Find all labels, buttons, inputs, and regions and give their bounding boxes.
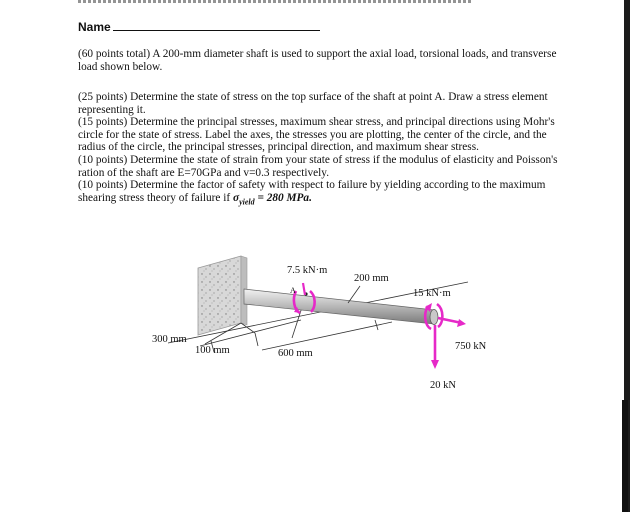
part-1: (25 points) Determine the state of stress on the top surface of the shaft at point A. Draw a stress element representing it. — [78, 91, 548, 116]
transverse-load-label: 20 kN — [430, 380, 456, 391]
part-4-text: (10 points) Determine the factor of safety with respect to failure by yielding according to the maximum shearing stress theory of failure if — [78, 179, 546, 204]
dim-600-label: 600 mm — [278, 348, 313, 359]
name-label: Name — [78, 20, 111, 34]
fixed-wall — [198, 256, 247, 335]
sigma-subscript: yield — [239, 197, 255, 206]
yield-value: = 280 MPa. — [254, 191, 312, 204]
diameter-label: 200 mm — [354, 273, 389, 284]
scrollbar-thumb[interactable] — [622, 400, 628, 512]
torque-2-label: 15 kN·m — [413, 288, 451, 299]
axial-load-label: 750 kN — [455, 341, 487, 352]
torque-1-label: 7.5 kN·m — [287, 265, 328, 276]
part-2: (15 points) Determine the principal stresses, maximum shear stress, and principal directions using Mohr's circle for the state of stress. Label the axes, the stresses you are plotting, the center of the circle, and the radius of the circle, the principal stresses, principal direction, and maximum shear stress. — [78, 116, 555, 154]
point-a-label: A — [290, 286, 296, 295]
dim-300-label: 300 mm — [152, 334, 187, 345]
shaft — [244, 286, 438, 325]
problem-intro: (60 points total) A 200-mm diameter shaft is used to support the axial load, torsional loads, and transverse load shown below. — [78, 48, 557, 73]
dim-100-label: 100 mm — [195, 345, 230, 356]
part-3: (10 points) Determine the state of strain from your state of stress if the modulus of elasticity and Poisson's ration of the shaft are E=70GPa and v=0.3 respectively. — [78, 153, 558, 179]
sigma-symbol: σ — [232, 191, 240, 204]
